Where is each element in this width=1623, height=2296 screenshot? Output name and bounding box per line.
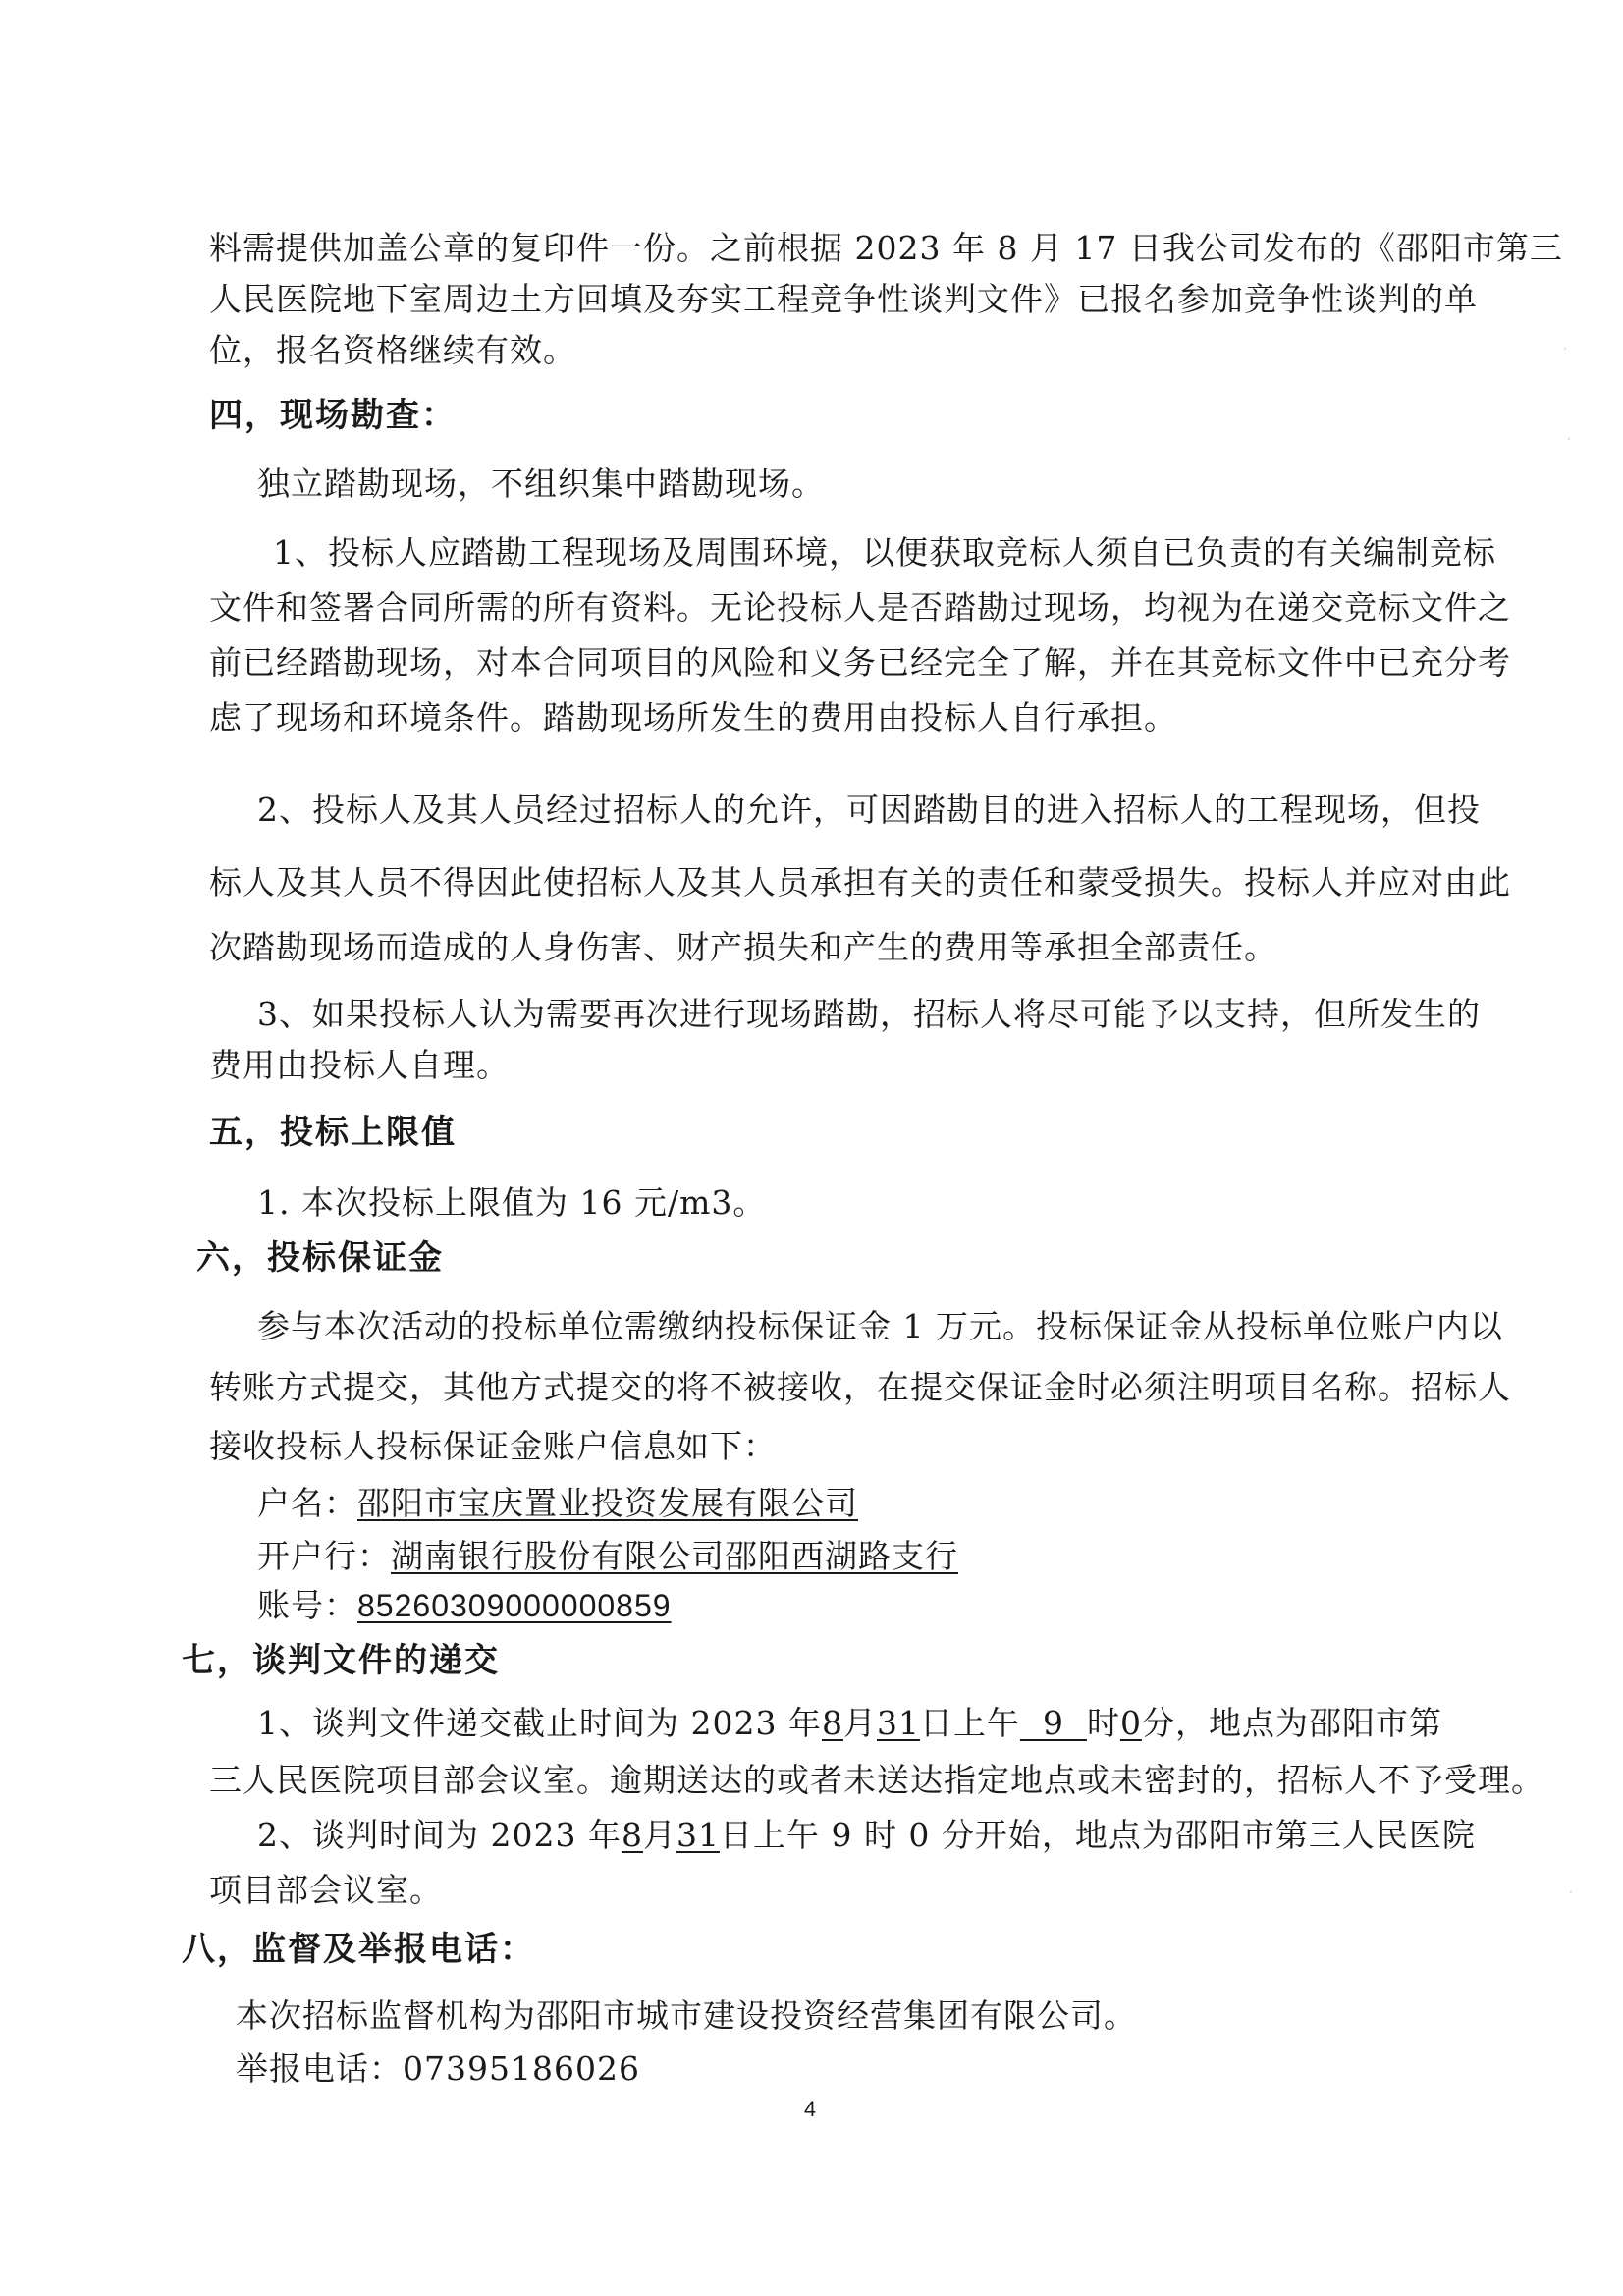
section-6-p-line-1: 参与本次活动的投标单位需缴纳投标保证金 1 万元。投标保证金从投标单位账户内以 (257, 1307, 1503, 1345)
deadline-location: 分，地点为邵阳市第 (1141, 1704, 1442, 1742)
intro-line-2: 人民医院地下室周边土方回填及夯实工程竞争性谈判文件》已报名参加竞争性谈判的单 (209, 280, 1478, 318)
section-4-p1-line-4: 虑了现场和环境条件。踏勘现场所发生的费用由投标人自行承担。 (209, 698, 1177, 737)
bank-label: 开户行： (257, 1537, 391, 1575)
deadline-month-unit: 月 (842, 1704, 877, 1742)
intro-line-1: 料需提供加盖公章的复印件一份。之前根据 2023 年 8 月 17 日我公司发布的《邵阳市第三 (209, 229, 1563, 267)
section-4-p3-line-1: 3、如果投标人认为需要再次进行现场踏勘，招标人将尽可能予以支持，但所发生的 (257, 995, 1481, 1033)
section-4-intro: 独立踏勘现场，不组织集中踏勘现场。 (257, 465, 825, 503)
section-4-p1-line-1: 1、投标人应踏勘工程现场及周围环境，以便获取竞标人须自已负责的有关编制竞标 (273, 533, 1496, 572)
account-number-label: 账号： (257, 1586, 357, 1624)
section-4-p1-line-2: 文件和签署合同所需的所有资料。无论投标人是否踏勘过现场，均视为在递交竞标文件之 (209, 588, 1511, 627)
section-4-p2-line-3: 次踏勘现场而造成的人身伤害、财产损失和产生的费用等承担全部责任。 (209, 928, 1277, 966)
negotiation-month-unit: 月 (642, 1816, 676, 1854)
scan-speck: · (1567, 432, 1571, 446)
section-6-heading: 六，投标保证金 (196, 1238, 444, 1278)
account-name-row (257, 1481, 858, 1526)
intro-line-3: 位，报名资格继续有效。 (209, 331, 576, 369)
account-number-value: 85260309000000859 (357, 1588, 672, 1623)
page-number: 4 (803, 2097, 817, 2121)
negotiation-time-location: 日上午 9 时 0 分开始，地点为邵阳市第三人民医院 (719, 1816, 1476, 1854)
deadline-text: 1、谈判文件递交截止时间为 2023 年 (257, 1704, 822, 1742)
section-7-p1-line-2: 三人民医院项目部会议室。逾期送达的或者未送达指定地点或未密封的，招标人不予受理。 (209, 1761, 1544, 1799)
section-6-p-line-3: 接收投标人投标保证金账户信息如下： (209, 1427, 777, 1465)
negotiation-month: 8 (621, 1816, 643, 1854)
scan-speck: · (1563, 342, 1567, 355)
deadline-day-unit: 日上午 (919, 1704, 1020, 1742)
section-7-p2-line-1 (257, 1813, 1476, 1858)
account-number-row (257, 1583, 672, 1628)
section-4-p3-line-2: 费用由投标人自理。 (209, 1046, 510, 1084)
deadline-month: 8 (821, 1704, 843, 1742)
section-7-p1-line-1 (257, 1701, 1442, 1746)
supervision-text: 本次招标监督机构为邵阳市城市建设投资经营集团有限公司。 (236, 1996, 1137, 2035)
section-4-p2-line-1: 2、投标人及其人员经过招标人的允许，可因踏勘目的进入招标人的工程现场，但投 (257, 791, 1481, 829)
section-7-p2-line-2: 项目部会议室。 (209, 1871, 443, 1909)
bank-value: 湖南银行股份有限公司邵阳西湖路支行 (391, 1537, 958, 1575)
report-phone-text: 举报电话：07395186026 (236, 2050, 640, 2088)
section-4-heading: 四，现场勘查： (209, 396, 457, 435)
section-7-heading: 七，谈判文件的递交 (182, 1641, 500, 1680)
section-6-p-line-2: 转账方式提交，其他方式提交的将不被接收，在提交保证金时必须注明项目名称。招标人 (209, 1368, 1511, 1406)
deadline-hour: 9 (1019, 1704, 1087, 1742)
bank-row (257, 1534, 958, 1579)
negotiation-day: 31 (676, 1816, 720, 1854)
deadline-minute: 0 (1119, 1704, 1142, 1742)
deadline-day: 31 (876, 1704, 920, 1742)
account-name-value: 邵阳市宝庆置业投资发展有限公司 (357, 1484, 858, 1522)
section-5-p1: 1. 本次投标上限值为 16 元/m3。 (257, 1183, 767, 1222)
section-4-p2-line-2: 标人及其人员不得因此使招标人及其人员承担有关的责任和蒙受损失。投标人并应对由此 (209, 863, 1511, 902)
scan-speck: · (1569, 1886, 1573, 1899)
section-5-heading: 五，投标上限值 (209, 1113, 457, 1152)
account-name-label: 户名： (257, 1484, 357, 1522)
section-4-p1-line-3: 前已经踏勘现场，对本合同项目的风险和义务已经完全了解，并在其竞标文件中已充分考 (209, 643, 1511, 682)
deadline-hour-unit: 时 (1086, 1704, 1120, 1742)
negotiation-text: 2、谈判时间为 2023 年 (257, 1816, 622, 1854)
section-8-heading: 八，监督及举报电话： (182, 1930, 535, 1969)
